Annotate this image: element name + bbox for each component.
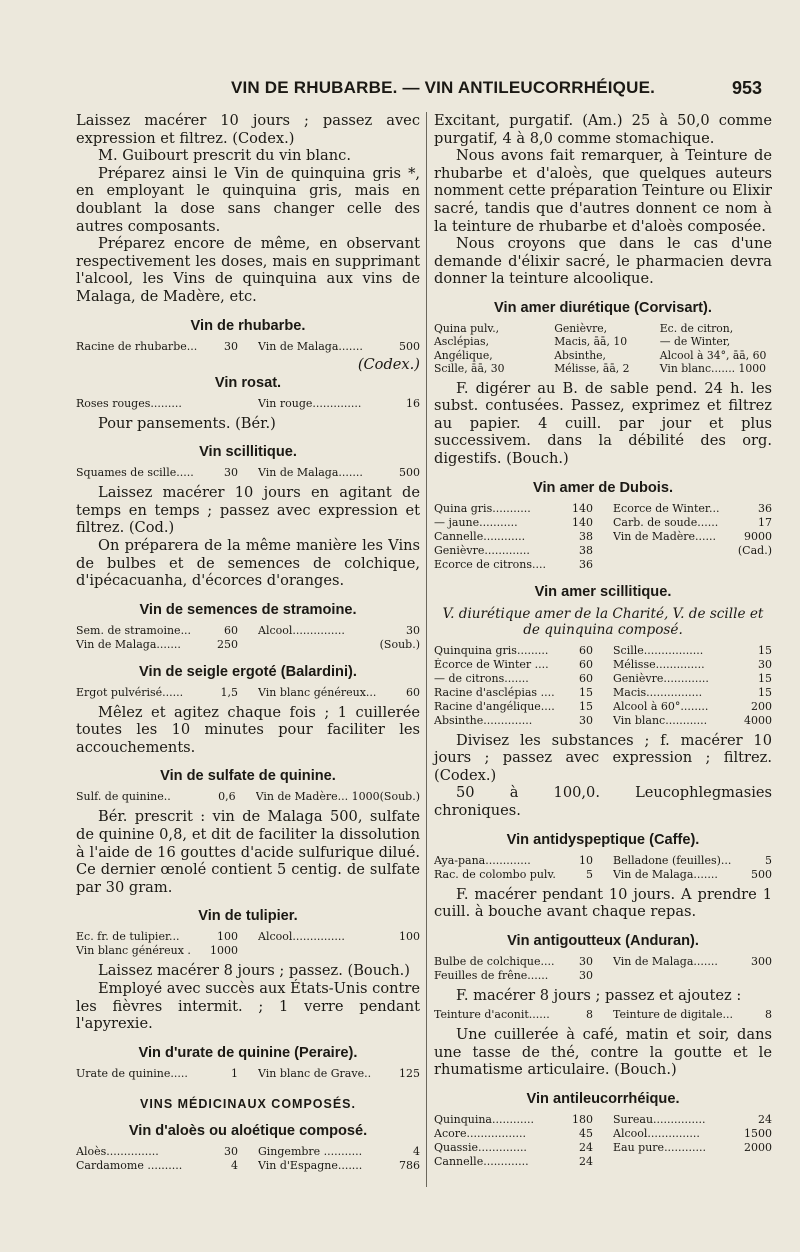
ingredient-quantity: 30 <box>579 954 593 968</box>
recipe-heading: Vin antidyspeptique (Caffe). <box>506 831 700 848</box>
recipe-row <box>76 638 420 652</box>
paragraph: Laissez macérer 10 jours en agitant de temps en temps ; passez avec expression et filtrez. (Cod.) <box>76 484 420 537</box>
recipe-row <box>434 516 772 530</box>
recipe-table <box>76 397 420 411</box>
recipe-table <box>76 466 420 480</box>
ingredient <box>250 340 420 354</box>
ingredient <box>605 658 772 672</box>
ingredient <box>605 714 772 728</box>
ingredient-quantity: 24 <box>579 1141 593 1155</box>
recipe-heading: Vin d'aloès ou aloétique composé. <box>128 1122 368 1139</box>
ingredient <box>434 955 605 969</box>
ingredient-quantity: 30 <box>224 1144 238 1158</box>
recipe-row <box>434 868 772 882</box>
ingredient: Vin blanc....... 1000 <box>659 362 766 376</box>
ingredient: Quina pulv., <box>434 321 500 335</box>
ingredient-name: Vin de Malaga....... <box>76 637 181 651</box>
ingredient <box>605 544 772 558</box>
ingredient <box>250 638 420 652</box>
recipe-row <box>434 530 772 544</box>
ingredient-name: Alcool............... <box>613 1127 700 1141</box>
paragraph: F. digérer au B. de sable pend. 24 h. les subst. contusées. Passez, exprimez et filtrez au papier. 4 cuill. par jour et plus successivem. dans la débilité des org. digestifs. (Bouch.) <box>434 379 772 467</box>
ingredient-name: Eau pure............ <box>613 1141 707 1155</box>
ingredient <box>434 1155 605 1169</box>
ingredient-quantity: 0,6 <box>218 790 236 804</box>
ingredient-name: Quinquina............ <box>434 1113 534 1127</box>
ingredient <box>605 700 772 714</box>
ingredient-name: Urate de quinine..... <box>76 1066 188 1080</box>
ingredient: — de Winter, <box>659 335 731 349</box>
section-heading: VINS MÉDICINAUX COMPOSÉS. <box>140 1096 356 1111</box>
ingredient-name: Vin blanc généreux... <box>258 685 377 699</box>
ingredient <box>605 1155 772 1169</box>
ingredient <box>250 466 420 480</box>
ingredient-quantity: 17 <box>758 515 772 529</box>
ingredient: Genièvre, <box>554 321 608 335</box>
running-head <box>60 78 770 104</box>
ingredient <box>434 502 605 516</box>
recipe-heading: Vin d'urate de quinine (Peraire). <box>138 1044 358 1061</box>
ingredient-name: Rac. de colombo pulv. <box>434 867 556 881</box>
paragraph: M. Guibourt prescrit du vin blanc. <box>98 147 351 165</box>
ingredient <box>605 1113 772 1127</box>
recipe-row <box>434 1155 772 1169</box>
ingredient-quantity: 1 <box>231 1066 238 1080</box>
recipe-heading: Vin amer scillitique. <box>534 583 672 600</box>
recipe-row <box>434 1113 772 1127</box>
ingredient-quantity: 2000 <box>744 1141 772 1155</box>
ingredient-name: Alcool à 60°........ <box>613 699 709 713</box>
ingredient <box>76 1145 250 1159</box>
ingredient-quantity: 300 <box>751 954 772 968</box>
recipe-row <box>76 1067 420 1081</box>
ingredient <box>605 1127 772 1141</box>
ingredient <box>434 672 605 686</box>
ingredient <box>434 1113 605 1127</box>
recipe-row <box>434 502 772 516</box>
ingredient <box>605 868 772 882</box>
ingredient <box>434 714 605 728</box>
ingredient <box>250 686 420 700</box>
recipe-row <box>434 1127 772 1141</box>
ingredient <box>605 516 772 530</box>
ingredient-quantity: 500 <box>399 339 420 353</box>
ingredient <box>76 930 250 944</box>
ingredient-quantity: 15 <box>758 685 772 699</box>
ingredient-quantity: 30 <box>579 968 593 982</box>
ingredient <box>76 1159 250 1173</box>
ingredient <box>434 1141 605 1155</box>
recipe-row <box>76 397 420 411</box>
ingredient-name: Macis................ <box>613 685 703 699</box>
ingredient-quantity: 5 <box>586 867 593 881</box>
ingredient-name: Absinthe.............. <box>434 713 533 727</box>
ingredient-name: Squames de scille..... <box>76 466 194 480</box>
ingredient-quantity: 9000 <box>744 529 772 543</box>
left-column <box>76 112 420 1177</box>
recipe-row <box>434 644 772 658</box>
ingredient <box>248 790 420 804</box>
ingredient <box>434 558 605 572</box>
recipe-heading: Vin rosat. <box>214 374 282 391</box>
ingredient-name: Racine d'asclépias .... <box>434 685 555 699</box>
paragraph: Une cuillerée à café, matin et soir, dans une tasse de thé, contre la goutte et le rhumatisme articulaire. (Bouch.) <box>434 1026 772 1079</box>
ingredient-quantity: 10 <box>579 853 593 867</box>
ingredient-name: Quina gris........... <box>434 501 531 515</box>
ingredient-quantity: 15 <box>758 643 772 657</box>
recipe-heading: Vin de tulipier. <box>198 908 298 925</box>
ingredient-name: Quinquina gris......... <box>434 643 549 657</box>
ingredient-name: Ecorce de Winter... <box>613 501 720 515</box>
ingredient-quantity: 786 <box>399 1158 420 1172</box>
ingredient <box>250 930 420 944</box>
recipe-table <box>434 1008 772 1022</box>
recipe-table <box>434 854 772 882</box>
ingredient-quantity: 30 <box>224 339 238 353</box>
ingredient-name: Vin de Malaga....... <box>258 339 363 353</box>
recipe-row <box>76 930 420 944</box>
recipe-row <box>76 340 420 354</box>
ingredient-quantity: 15 <box>758 671 772 685</box>
recipe-row <box>434 544 772 558</box>
ingredient-quantity: 250 <box>217 637 238 651</box>
ingredient-quantity: 60 <box>579 657 593 671</box>
ingredient: Scille, āā, 30 <box>434 362 505 376</box>
ingredient <box>434 969 605 983</box>
ingredient <box>250 944 420 958</box>
ingredient: Mélisse, āā, 2 <box>554 362 630 376</box>
paragraph: Préparez encore de même, en observant respectivement les doses, mais en supprimant l'alcool, les Vins de quinquina aux vins de Malaga, de Madère, etc. <box>76 235 420 305</box>
ingredient-name: Cannelle............. <box>434 1155 529 1169</box>
paragraph: Nous croyons que dans le cas d'une demande d'élixir sacré, le pharmacien devra donner la teinture alcoolique. <box>434 235 772 288</box>
ingredient <box>434 686 605 700</box>
ingredient-name: Roses rouges......... <box>76 396 182 410</box>
recipe-table <box>434 1113 772 1169</box>
ingredient <box>76 1067 250 1081</box>
ingredient <box>250 624 420 638</box>
ingredient-name: Racine de rhubarbe... <box>76 339 198 353</box>
ingredient-name: Ecorce de citrons.... <box>434 557 546 571</box>
ingredient: Angélique, <box>434 348 493 362</box>
ingredient-quantity: 500 <box>399 466 420 480</box>
recipe-heading: Vin amer diurétique (Corvisart). <box>494 299 712 316</box>
paragraph: Laissez macérer 10 jours ; passez avec expression et filtrez. (Codex.) <box>76 112 420 147</box>
recipe-table <box>76 624 420 652</box>
recipe-table <box>434 322 772 376</box>
ingredient-quantity: 8 <box>765 1008 772 1022</box>
recipe-table <box>76 930 420 958</box>
ingredient <box>605 955 772 969</box>
ingredient-quantity: (Soub.) <box>379 637 420 651</box>
ingredient <box>76 340 250 354</box>
ingredient <box>76 466 250 480</box>
ingredient-quantity: 60 <box>579 671 593 685</box>
recipe-table <box>76 790 420 804</box>
paragraph: Pour pansements. (Bér.) <box>98 414 276 432</box>
ingredient-name: Belladone (feuilles)... <box>613 853 732 867</box>
ingredient-name: Vin de Malaga....... <box>613 867 718 881</box>
ingredient-quantity: 125 <box>399 1066 420 1080</box>
ingredient-name: Cardamome .......... <box>76 1158 183 1172</box>
ingredient-quantity: 180 <box>572 1113 593 1127</box>
ingredient-name: Sulf. de quinine.. <box>76 790 171 804</box>
ingredient-name: Aya-pana............. <box>434 853 531 867</box>
page-number: 953 <box>731 78 762 98</box>
recipe-table <box>76 1067 420 1081</box>
recipe-row <box>434 686 772 700</box>
ingredient <box>605 1141 772 1155</box>
ingredient-name: Alcool............... <box>258 930 345 944</box>
recipe-table <box>76 1145 420 1173</box>
ingredient-name: Quassie.............. <box>434 1141 527 1155</box>
ingredient-quantity: 8 <box>586 1008 593 1022</box>
ingredient-quantity: 60 <box>579 643 593 657</box>
recipe-heading: Vin antigoutteux (Anduran). <box>507 932 699 949</box>
recipe-row <box>434 714 772 728</box>
ingredient <box>76 686 250 700</box>
ingredient <box>605 1008 772 1022</box>
ingredient-quantity: 100 <box>217 930 238 944</box>
ingredient-quantity: 24 <box>758 1113 772 1127</box>
source-note: (Codex.) <box>357 355 420 373</box>
recipe-row <box>434 672 772 686</box>
ingredient <box>250 397 420 411</box>
ingredient-quantity: 100 <box>399 930 420 944</box>
ingredient-name: Sem. de stramoine... <box>76 623 192 637</box>
column-divider <box>426 112 427 1187</box>
paragraph: Bér. prescrit : vin de Malaga 500, sulfate de quinine 0,8, et dit de faciliter la dissolution à l'aide de 16 gouttes d'acide sulfurique dilué. Ce dernier œnolé contient 5 centig. de sulfate par 30 gram. <box>76 808 420 896</box>
ingredient-quantity: 1,5 <box>220 685 238 699</box>
ingredient-quantity: 15 <box>579 685 593 699</box>
recipe-row <box>76 944 420 958</box>
recipe-subheading: V. diurétique amer de la Charité, V. de scille et de quinquina composé. <box>442 605 764 638</box>
ingredient-quantity: 1000 <box>210 944 238 958</box>
ingredient-quantity: (Soub.) <box>379 790 420 804</box>
paragraph: 50 à 100,0. Leucophlegmasies chroniques. <box>434 784 772 819</box>
recipe-row <box>434 955 772 969</box>
ingredient <box>250 1159 420 1173</box>
ingredient-name: Scille................. <box>613 643 704 657</box>
ingredient-name: Feuilles de frêne...... <box>434 968 549 982</box>
ingredient-name: Bulbe de colchique.... <box>434 954 555 968</box>
ingredient <box>434 854 605 868</box>
recipe-heading: Vin antileucorrhéique. <box>526 1091 680 1108</box>
ingredient <box>605 644 772 658</box>
paragraph: Divisez les substances ; f. macérer 10 jours ; passez avec expression ; filtrez. (Codex.) <box>434 731 772 784</box>
ingredient-quantity: 140 <box>572 515 593 529</box>
ingredient-quantity: 200 <box>751 699 772 713</box>
ingredient <box>76 790 248 804</box>
ingredient <box>605 854 772 868</box>
ingredient <box>76 638 250 652</box>
ingredient-name: — jaune........... <box>434 515 518 529</box>
ingredient-name: Vin blanc............ <box>613 713 708 727</box>
recipe-heading: Vin de sulfate de quinine. <box>160 768 336 785</box>
ingredient-name: Acore................. <box>434 1127 526 1141</box>
recipe-row <box>76 790 420 804</box>
ingredient <box>605 558 772 572</box>
ingredient-name: Teinture d'aconit...... <box>434 1008 550 1022</box>
recipe-row <box>76 1159 420 1173</box>
paragraph: Employé avec succès aux États-Unis contre les fièvres intermit. ; 1 verre pendant l'apyrexie. <box>76 980 421 1033</box>
ingredient <box>434 644 605 658</box>
recipe-row <box>76 466 420 480</box>
recipe-row <box>434 558 772 572</box>
recipe-row <box>434 1141 772 1155</box>
ingredient-name: Genièvre............. <box>434 543 530 557</box>
recipe-table <box>434 955 772 983</box>
recipe-heading: Vin amer de Dubois. <box>532 479 674 496</box>
ingredient-quantity: 16 <box>406 396 420 410</box>
ingredient-quantity: 30 <box>224 466 238 480</box>
recipe-table <box>434 502 772 572</box>
ingredient <box>434 530 605 544</box>
recipe-row <box>434 1008 772 1022</box>
ingredient-quantity: (Cad.) <box>737 543 772 557</box>
ingredient-quantity: 60 <box>224 623 238 637</box>
recipe-table <box>434 644 772 728</box>
ingredient: Alcool à 34°, āā, 60 <box>659 348 767 362</box>
right-column <box>434 112 772 1173</box>
ingredient <box>250 1145 420 1159</box>
ingredient-name: Aloès............... <box>76 1144 159 1158</box>
ingredient <box>76 944 250 958</box>
ingredient-name: Carb. de soude...... <box>613 515 719 529</box>
recipe-heading: Vin de seigle ergoté (Balardini). <box>139 663 357 680</box>
ingredient-name: Alcool............... <box>258 623 345 637</box>
ingredient <box>434 544 605 558</box>
ingredient-name: Cannelle............ <box>434 529 526 543</box>
ingredient-quantity: 60 <box>406 685 420 699</box>
recipe-table <box>76 686 420 700</box>
ingredient-name: — de citrons....... <box>434 671 529 685</box>
ingredient-name: Vin de Madère...... <box>613 529 717 543</box>
ingredient-quantity: 15 <box>579 699 593 713</box>
ingredient: Absinthe, <box>554 348 606 362</box>
ingredient <box>434 868 605 882</box>
paragraph: F. macérer 8 jours ; passez et ajoutez : <box>456 986 742 1004</box>
ingredient-quantity: 24 <box>579 1155 593 1169</box>
ingredient <box>605 969 772 983</box>
ingredient: Ec. de citron, <box>659 321 734 335</box>
ingredient <box>76 397 250 411</box>
ingredient <box>605 502 772 516</box>
recipe-heading: Vin de rhubarbe. <box>190 317 306 334</box>
ingredient-quantity: 4 <box>231 1158 238 1172</box>
ingredient-name: Écorce de Winter .... <box>434 657 549 671</box>
ingredient-name: Ergot pulvérisé...... <box>76 685 184 699</box>
recipe-row <box>434 700 772 714</box>
paragraph: Excitant, purgatif. (Am.) 25 à 50,0 comme purgatif, 4 à 8,0 comme stomachique. <box>434 112 772 147</box>
ingredient <box>250 1067 420 1081</box>
ingredient-name: Genièvre............. <box>613 671 709 685</box>
recipe-heading: Vin scillitique. <box>199 444 297 461</box>
ingredient-quantity: 30 <box>579 713 593 727</box>
ingredient <box>605 686 772 700</box>
ingredient-name: Vin de Malaga....... <box>613 954 718 968</box>
paragraph: Mêlez et agitez chaque fois ; 1 cuillerée toutes les 10 minutes pour faciliter les accouchements. <box>76 703 420 756</box>
ingredient-name: Ec. fr. de tulipier... <box>76 930 180 944</box>
ingredient-quantity: 38 <box>579 529 593 543</box>
paragraph: On préparera de la même manière les Vins de bulbes et de semences de colchique, d'ipécacuanha, d'écorces d'oranges. <box>76 536 420 590</box>
ingredient-name: Vin de Malaga....... <box>258 466 363 480</box>
ingredient-quantity: 4 <box>413 1144 420 1158</box>
ingredient <box>76 624 250 638</box>
ingredient-quantity: 38 <box>579 543 593 557</box>
paragraph: F. macérer pendant 10 jours. A prendre 1 cuill. à bouche avant chaque repas. <box>434 885 772 921</box>
ingredient-quantity: 30 <box>758 657 772 671</box>
ingredient <box>434 1127 605 1141</box>
ingredient: Macis, āā, 10 <box>554 335 628 349</box>
recipe-row <box>76 624 420 638</box>
ingredient-name: Vin d'Espagne....... <box>258 1158 363 1172</box>
ingredient-quantity: 4000 <box>744 713 772 727</box>
recipe-row <box>434 658 772 672</box>
ingredient-quantity: 500 <box>751 867 772 881</box>
ingredient-name: Sureau............... <box>613 1113 706 1127</box>
ingredient <box>605 530 772 544</box>
ingredient <box>434 1008 605 1022</box>
running-title: VIN DE RHUBARBE. — VIN ANTILEUCORRHÉIQUE. <box>230 78 656 97</box>
ingredient-name: Vin de Madère... 1000 <box>255 790 380 804</box>
ingredient-quantity: 45 <box>579 1127 593 1141</box>
ingredient-name: Vin blanc généreux . <box>76 944 191 958</box>
ingredient <box>605 672 772 686</box>
ingredient-quantity: 30 <box>406 623 420 637</box>
ingredient-name: Teinture de digitale... <box>613 1008 734 1022</box>
ingredient <box>434 658 605 672</box>
ingredient <box>434 516 605 530</box>
ingredient <box>434 700 605 714</box>
recipe-row <box>76 1145 420 1159</box>
ingredient-quantity: 36 <box>579 557 593 571</box>
ingredient-quantity: 5 <box>765 853 772 867</box>
ingredient-name: Vin blanc de Grave.. <box>258 1066 372 1080</box>
ingredient-quantity: 140 <box>572 501 593 515</box>
paragraph: Laissez macérer 8 jours ; passez. (Bouch.) <box>98 962 411 980</box>
ingredient: Asclépias, <box>434 335 490 349</box>
recipe-row <box>434 854 772 868</box>
recipe-row <box>76 686 420 700</box>
recipe-table <box>76 340 420 354</box>
recipe-row <box>434 969 772 983</box>
ingredient-quantity: 36 <box>758 501 772 515</box>
ingredient-quantity: 1500 <box>744 1127 772 1141</box>
paragraph: Préparez ainsi le Vin de quinquina gris *, en employant le quinquina gris, mais en doublant la dose sans changer celle des autres composants. <box>76 164 420 235</box>
paragraph: Nous avons fait remarquer, à Teinture de rhubarbe et d'aloès, que quelques auteurs nomment cette préparation Teinture ou Elixir sacré, tandis que d'autres donnent ce nom à la teinture de rhubarbe et d'aloès composée. <box>434 147 772 235</box>
ingredient-name: Gingembre ........... <box>258 1144 363 1158</box>
recipe-heading: Vin de semences de stramoine. <box>139 601 357 618</box>
ingredient-name: Vin rouge.............. <box>258 396 362 410</box>
ingredient-name: Mélisse.............. <box>613 657 705 671</box>
ingredient-name: Racine d'angélique.... <box>434 699 555 713</box>
